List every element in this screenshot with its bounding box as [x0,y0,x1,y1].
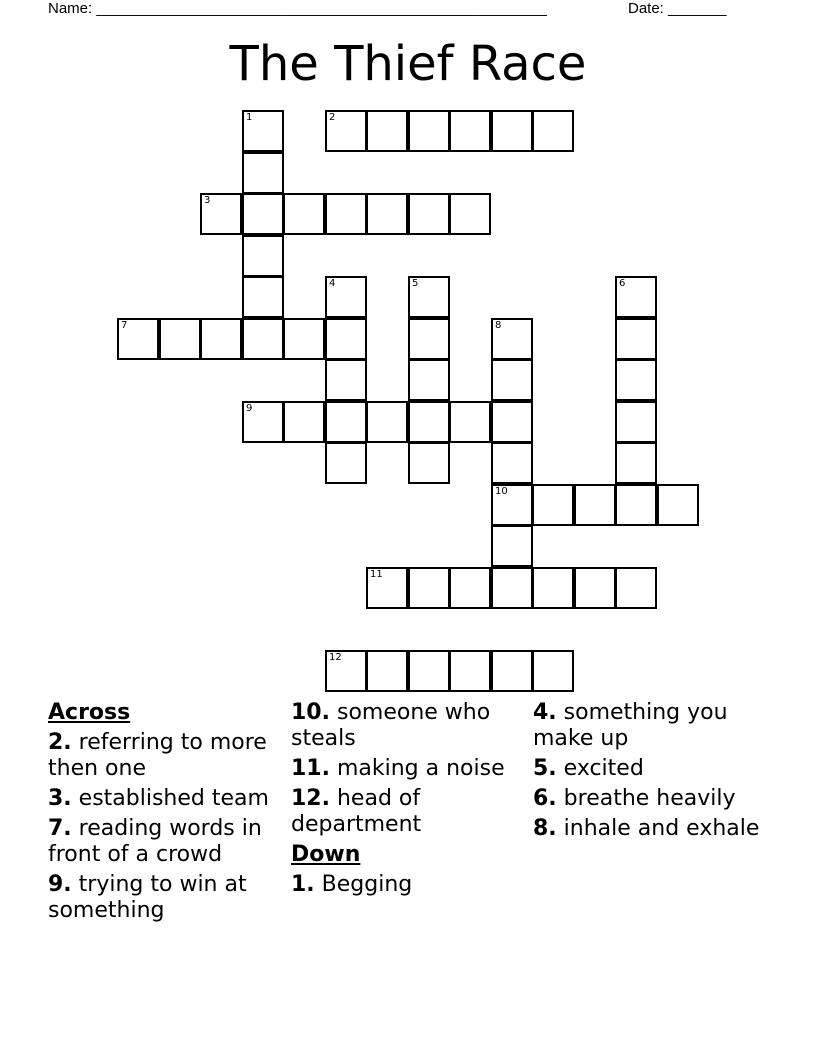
clue-number: 1. [291,872,315,897]
puzzle-title: The Thief Race [229,36,587,92]
grid-cell[interactable] [657,484,699,526]
grid-cell[interactable] [615,276,657,318]
clue-text: excited [556,756,644,781]
grid-cell[interactable] [366,401,408,443]
grid-cell[interactable] [242,318,284,360]
clues-column-2 [291,700,526,902]
clue-text: Begging [314,872,413,897]
grid-cell[interactable] [491,401,533,443]
grid-cell[interactable] [325,442,367,484]
grid-cell[interactable] [200,318,242,360]
clue [533,700,768,752]
grid-cell[interactable] [532,567,574,609]
clue-number: 11. [291,756,330,781]
clue-number: 6 [619,278,626,289]
clue [48,786,283,812]
grid-cell[interactable] [408,401,450,443]
grid-cell[interactable] [242,152,284,194]
grid-cell[interactable] [449,567,491,609]
grid-cell[interactable] [117,318,159,360]
grid-cell[interactable] [615,318,657,360]
grid-cell[interactable] [242,110,284,152]
grid-cell[interactable] [574,484,616,526]
clue-number: 12. [291,786,330,811]
grid-cell[interactable] [408,359,450,401]
grid-cell[interactable] [283,401,325,443]
grid-cell[interactable] [325,650,367,692]
clue-number: 4. [533,700,557,725]
grid-cell[interactable] [159,318,201,360]
grid-cell[interactable] [325,318,367,360]
clue-text: breathe heavily [556,786,736,811]
clue-number: 3 [204,195,211,206]
grid-cell[interactable] [242,193,284,235]
clue-text: making a noise [329,756,505,781]
grid-cell[interactable] [325,401,367,443]
clue-text: something you make up [533,700,728,751]
date-line: _______ [668,0,727,17]
clue [48,730,283,782]
across-heading: Across [48,700,131,725]
grid-cell[interactable] [408,193,450,235]
date-label: Date: [628,0,664,17]
down-heading: Down [291,842,361,867]
clue-number: 7 [121,320,128,331]
grid-cell[interactable] [449,401,491,443]
clue [533,816,768,842]
clue-text: inhale and exhale [556,816,760,841]
grid-cell[interactable] [449,650,491,692]
clues-column-1 [48,700,283,928]
clue-number: 8. [533,816,557,841]
clue-number: 12 [329,652,342,663]
grid-cell[interactable] [366,110,408,152]
grid-cell[interactable] [615,442,657,484]
grid-cell[interactable] [242,276,284,318]
grid-cell[interactable] [366,193,408,235]
grid-cell[interactable] [574,567,616,609]
clue [533,786,768,812]
grid-cell[interactable] [366,650,408,692]
grid-cell[interactable] [408,567,450,609]
clue-number: 1 [246,112,253,123]
clue-text: established team [71,786,269,811]
grid-cell[interactable] [615,401,657,443]
clue [291,872,526,898]
grid-cell[interactable] [242,401,284,443]
clue-number: 9. [48,872,72,897]
grid-cell[interactable] [532,484,574,526]
grid-cell[interactable] [615,359,657,401]
clue-number: 9 [246,403,253,414]
grid-cell[interactable] [491,650,533,692]
clues-column-3 [533,700,768,846]
clue-number: 7. [48,816,72,841]
grid-cell[interactable] [283,193,325,235]
grid-cell[interactable] [200,193,242,235]
grid-cell[interactable] [408,442,450,484]
clue-number: 6. [533,786,557,811]
clue [533,756,768,782]
grid-cell[interactable] [283,318,325,360]
grid-cell[interactable] [491,484,533,526]
clue-text: head of department [291,786,422,837]
grid-cell[interactable] [408,276,450,318]
clue-text: trying to win at something [48,872,247,923]
grid-cell[interactable] [408,318,450,360]
clue-number: 3. [48,786,72,811]
clue [48,816,283,868]
grid-cell[interactable] [366,567,408,609]
clue-number: 5 [412,278,419,289]
clue-number: 8 [495,320,502,331]
grid-cell[interactable] [325,110,367,152]
clue-text: someone who steals [291,700,491,751]
grid-cell[interactable] [532,650,574,692]
clue-text: referring to more then one [48,730,267,781]
grid-cell[interactable] [449,110,491,152]
grid-cell[interactable] [491,359,533,401]
grid-cell[interactable] [325,276,367,318]
grid-cell[interactable] [491,525,533,567]
grid-cell[interactable] [408,650,450,692]
clue [291,756,526,782]
clue [291,700,526,752]
clue-number: 11 [370,569,383,580]
clue-number: 2. [48,730,72,755]
clue-text: reading words in front of a crowd [48,816,262,867]
grid-cell[interactable] [325,359,367,401]
grid-cell[interactable] [491,442,533,484]
clue-number: 5. [533,756,557,781]
grid-cell[interactable] [242,235,284,277]
name-line: ______________________________________________________ [96,0,547,17]
grid-cell[interactable] [615,484,657,526]
grid-cell[interactable] [408,110,450,152]
clue-number: 10. [291,700,330,725]
clue [48,872,283,924]
clue-number: 10 [495,486,508,497]
name-label: Name: [48,0,93,17]
clue-number: 2 [329,112,336,123]
grid-cell[interactable] [491,110,533,152]
grid-cell[interactable] [615,567,657,609]
grid-cell[interactable] [325,193,367,235]
grid-cell[interactable] [449,193,491,235]
clue-number: 4 [329,278,336,289]
clue [291,786,526,838]
grid-cell[interactable] [491,318,533,360]
grid-cell[interactable] [491,567,533,609]
grid-cell[interactable] [532,110,574,152]
